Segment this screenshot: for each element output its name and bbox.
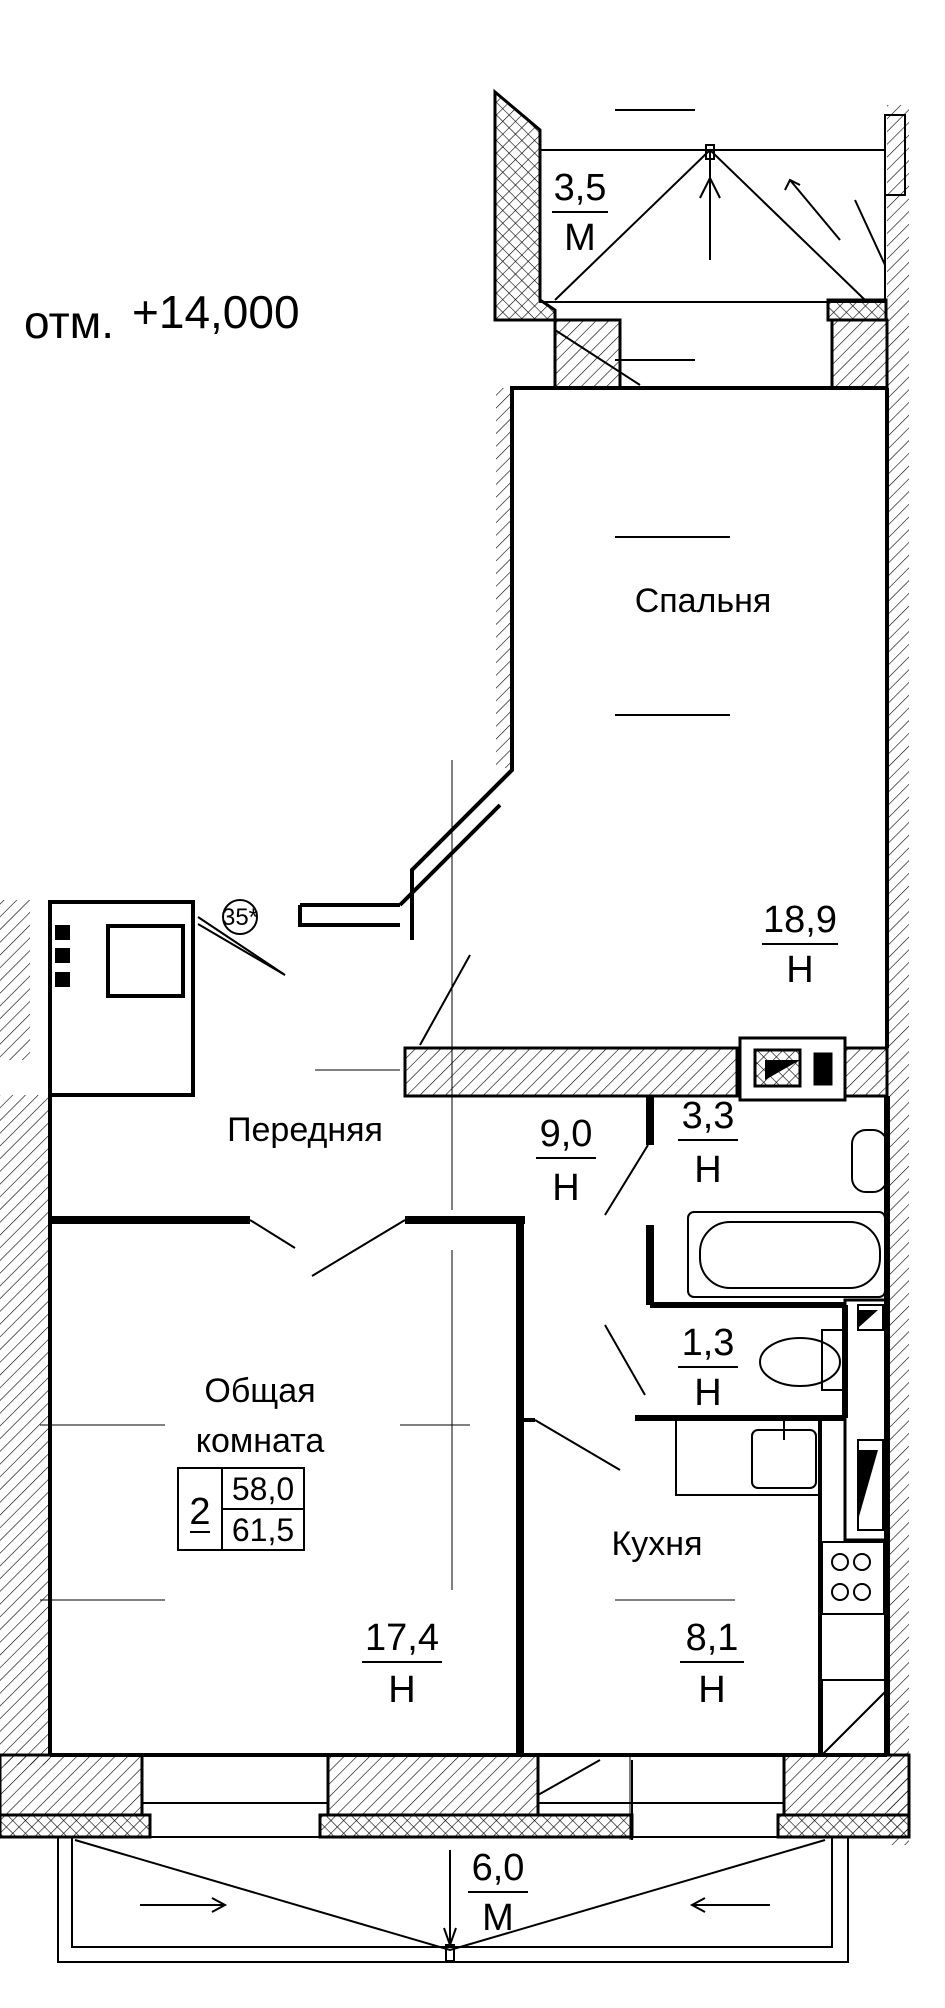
- marker-label: 35*: [221, 904, 259, 931]
- bathroom-type: Н: [694, 1149, 722, 1191]
- apartment-total-area: 61,5: [231, 1512, 295, 1548]
- bedroom-area: 18,9: [763, 899, 837, 941]
- exterior-walls: [0, 92, 909, 1845]
- apartment-rooms: 2: [189, 1491, 211, 1533]
- balcony-bottom-area: 6,0: [471, 1847, 525, 1889]
- balcony-top-type: М: [564, 217, 596, 259]
- level-prefix: отм.: [24, 296, 115, 348]
- hall-name: Передняя: [227, 1111, 383, 1149]
- living-name-line2: комната: [195, 1422, 325, 1460]
- living-type: Н: [388, 1669, 416, 1711]
- bedroom-type: Н: [786, 949, 814, 991]
- kitchen-area: 8,1: [685, 1617, 739, 1659]
- living-area: 17,4: [365, 1617, 439, 1659]
- apartment-living-area: 58,0: [231, 1471, 295, 1507]
- balcony-bottom-type: М: [482, 1897, 514, 1939]
- hall-type: Н: [552, 1167, 580, 1209]
- bathroom-area: 3,3: [681, 1095, 735, 1137]
- bedroom-name: Спальня: [634, 582, 772, 620]
- balcony-top-area: 3,5: [553, 167, 607, 209]
- kitchen-name: Кухня: [611, 1525, 703, 1563]
- kitchen-type: Н: [698, 1669, 726, 1711]
- level-value: +14,000: [132, 286, 300, 338]
- wc-type: Н: [694, 1372, 722, 1414]
- living-name-line1: Общая: [204, 1372, 316, 1410]
- hall-area: 9,0: [539, 1113, 593, 1155]
- wc-area: 1,3: [681, 1322, 735, 1364]
